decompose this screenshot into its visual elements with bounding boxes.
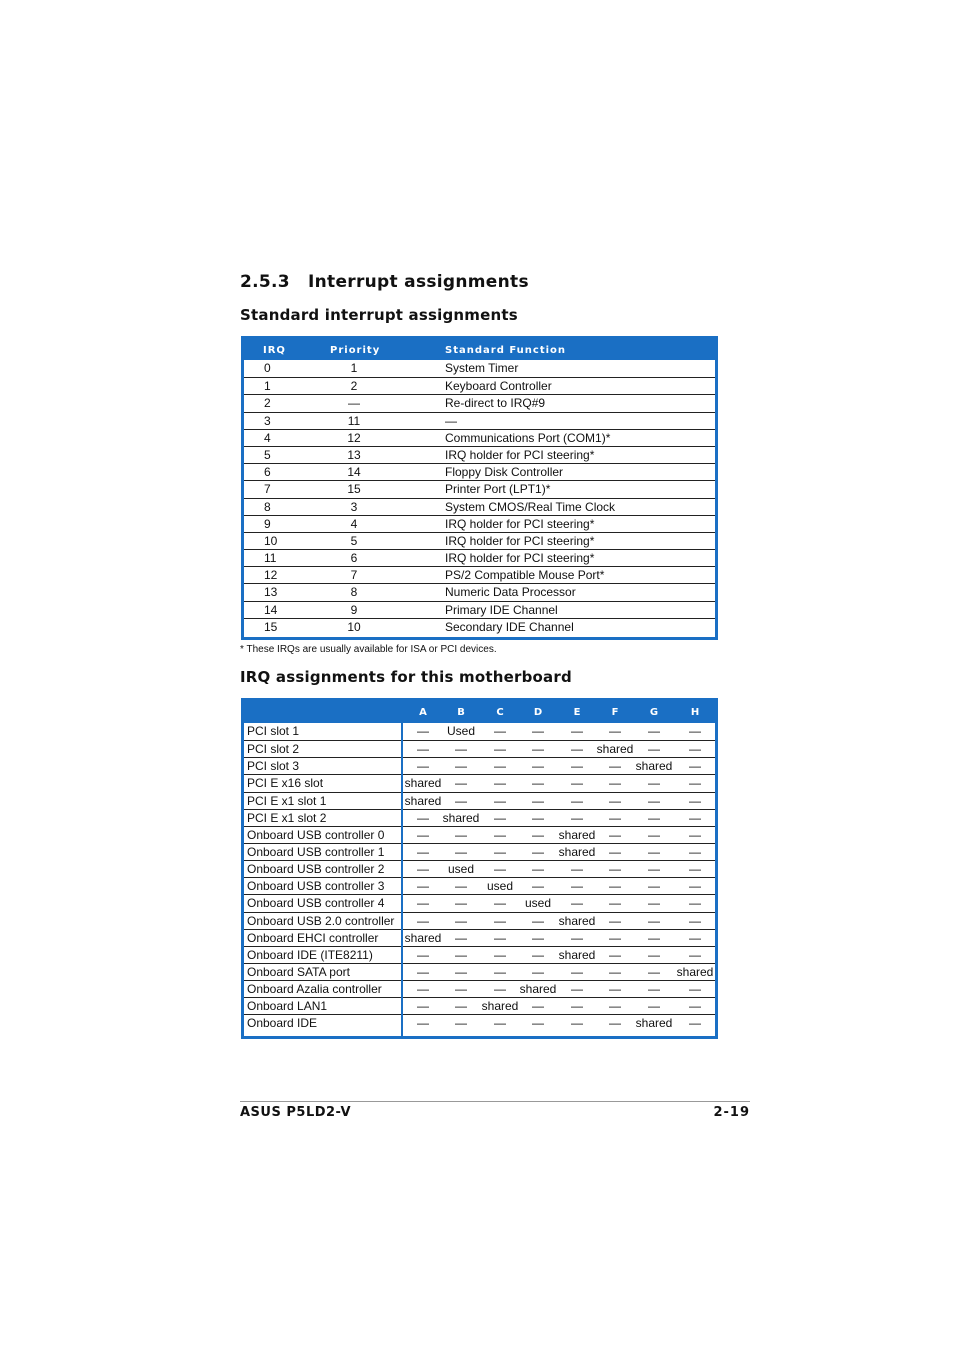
- table-row: [244, 532, 715, 549]
- device-cell: PCI slot 3: [247, 759, 300, 774]
- column-divider: [401, 723, 403, 1036]
- table-row: [244, 723, 715, 740]
- irq-line-cell: —: [494, 776, 506, 791]
- irq-line-cell: —: [455, 930, 467, 945]
- device-cell: Onboard IDE: [247, 1016, 318, 1031]
- irq-line-cell: —: [609, 982, 621, 997]
- irq-line-cell: —: [689, 844, 701, 859]
- irq-cell: 15: [264, 619, 278, 634]
- column-header-b: B: [457, 707, 465, 718]
- irq-line-cell: —: [571, 982, 583, 997]
- irq-line-cell: —: [494, 724, 506, 738]
- irq-line-cell: —: [648, 896, 660, 911]
- irq-line-cell: —: [417, 1016, 429, 1031]
- table-row: [244, 394, 715, 411]
- column-header-e: E: [573, 707, 581, 718]
- irq-line-cell: —: [648, 982, 660, 997]
- irq-line-cell: —: [532, 999, 544, 1014]
- device-cell: Onboard USB controller 0: [247, 827, 385, 842]
- column-header-c: C: [496, 707, 504, 718]
- device-cell: Onboard USB 2.0 controller: [247, 913, 395, 928]
- function-cell: Communications Port (COM1)*: [445, 430, 611, 445]
- standard-interrupt-table: [241, 336, 718, 640]
- table-row: [244, 1014, 715, 1031]
- device-cell: Onboard USB controller 2: [247, 862, 385, 877]
- irq-line-cell: —: [689, 827, 701, 842]
- device-cell: Onboard USB controller 3: [247, 879, 385, 894]
- irq-cell: 3: [264, 413, 271, 428]
- irq-line-cell: —: [571, 759, 583, 774]
- irq-line-cell: —: [494, 1016, 506, 1031]
- table-row: [244, 740, 715, 757]
- irq-line-cell: shared: [404, 776, 442, 791]
- irq-line-cell: —: [455, 844, 467, 859]
- irq-line-cell: —: [417, 827, 429, 842]
- footer-product: ASUS P5LD2-V: [240, 1105, 352, 1120]
- irq-line-cell: —: [689, 879, 701, 894]
- irq-line-cell: —: [532, 827, 544, 842]
- irq-line-cell: —: [494, 964, 506, 979]
- irq-line-cell: —: [648, 879, 660, 894]
- priority-cell: 6: [350, 551, 358, 566]
- motherboard-irq-table: [241, 698, 718, 1039]
- irq-line-cell: —: [689, 999, 701, 1014]
- irq-line-cell: —: [417, 964, 429, 979]
- table-row: [244, 757, 715, 774]
- irq-line-cell: used: [447, 862, 475, 877]
- irq-line-cell: —: [609, 896, 621, 911]
- motherboard-irq-heading: IRQ assignments for this motherboard: [240, 668, 572, 686]
- irq-line-cell: —: [532, 724, 544, 738]
- table-row: [244, 412, 715, 429]
- irq-line-cell: —: [689, 724, 701, 738]
- table-row: [244, 601, 715, 618]
- function-cell: Floppy Disk Controller: [445, 465, 564, 480]
- irq-line-cell: —: [689, 1016, 701, 1031]
- irq-line-cell: Used: [446, 724, 475, 738]
- irq-line-cell: —: [609, 827, 621, 842]
- irq-line-cell: —: [417, 879, 429, 894]
- irq-line-cell: —: [689, 776, 701, 791]
- footer-rule: [240, 1101, 750, 1102]
- irq-line-cell: —: [417, 913, 429, 928]
- irq-line-cell: —: [417, 999, 429, 1014]
- device-cell: Onboard Azalia controller: [247, 982, 382, 997]
- table-header: [244, 701, 715, 723]
- irq-line-cell: shared: [481, 999, 519, 1014]
- irq-line-cell: —: [571, 793, 583, 808]
- device-cell: PCI E x1 slot 2: [247, 810, 327, 825]
- device-cell: Onboard IDE (ITE8211): [247, 947, 373, 962]
- footnote: * These IRQs are usually available for ISA or PCI devices.: [240, 644, 497, 655]
- priority-cell: 14: [347, 465, 361, 480]
- table-row: [244, 929, 715, 946]
- irq-cell: 6: [264, 465, 271, 480]
- irq-line-cell: —: [417, 759, 429, 774]
- irq-line-cell: —: [648, 810, 660, 825]
- irq-line-cell: —: [689, 913, 701, 928]
- irq-line-cell: —: [571, 1016, 583, 1031]
- column-header-h: H: [690, 707, 700, 718]
- priority-cell: 4: [350, 516, 358, 531]
- section-heading: [240, 272, 529, 292]
- irq-line-cell: —: [455, 827, 467, 842]
- device-cell: PCI E x1 slot 1: [247, 793, 327, 808]
- irq-line-cell: used: [524, 896, 552, 911]
- device-cell: Onboard USB controller 1: [247, 844, 385, 859]
- irq-line-cell: —: [689, 982, 701, 997]
- irq-line-cell: shared: [635, 1016, 673, 1031]
- irq-line-cell: —: [689, 759, 701, 774]
- irq-line-cell: —: [648, 724, 660, 738]
- table-row: [244, 894, 715, 911]
- irq-line-cell: —: [494, 896, 506, 911]
- irq-line-cell: —: [532, 793, 544, 808]
- function-cell: System Timer: [445, 361, 519, 375]
- section-title: Interrupt assignments: [308, 272, 529, 292]
- irq-cell: 14: [264, 602, 278, 617]
- table-row: [244, 360, 715, 377]
- irq-line-cell: —: [455, 982, 467, 997]
- irq-line-cell: —: [455, 947, 467, 962]
- table-row: [244, 480, 715, 497]
- irq-line-cell: —: [532, 879, 544, 894]
- function-cell: IRQ holder for PCI steering*: [445, 533, 595, 548]
- irq-line-cell: —: [571, 930, 583, 945]
- irq-line-cell: shared: [442, 810, 480, 825]
- table-header: [244, 339, 715, 360]
- table-row: [244, 566, 715, 583]
- irq-line-cell: —: [689, 793, 701, 808]
- table-row: [244, 826, 715, 843]
- irq-line-cell: —: [417, 742, 429, 757]
- irq-cell: 11: [264, 551, 277, 566]
- table-row: [244, 946, 715, 963]
- priority-cell: 2: [350, 379, 358, 394]
- irq-line-cell: —: [494, 759, 506, 774]
- irq-line-cell: —: [417, 862, 429, 877]
- table-row: [244, 377, 715, 394]
- irq-line-cell: —: [494, 810, 506, 825]
- irq-line-cell: —: [609, 1016, 621, 1031]
- irq-line-cell: —: [532, 964, 544, 979]
- irq-line-cell: —: [571, 964, 583, 979]
- function-cell: IRQ holder for PCI steering*: [445, 516, 595, 531]
- irq-line-cell: —: [571, 999, 583, 1014]
- column-header-d: D: [533, 707, 543, 718]
- irq-cell: 4: [264, 430, 271, 445]
- table-row: [244, 980, 715, 997]
- irq-line-cell: —: [494, 913, 506, 928]
- irq-line-cell: used: [486, 879, 514, 894]
- irq-line-cell: —: [648, 862, 660, 877]
- irq-line-cell: —: [532, 947, 544, 962]
- priority-cell: 5: [350, 533, 358, 548]
- irq-cell: 7: [264, 482, 271, 497]
- irq-line-cell: —: [417, 810, 429, 825]
- irq-line-cell: —: [494, 930, 506, 945]
- table-row: [244, 860, 715, 877]
- irq-line-cell: —: [532, 759, 544, 774]
- table-row: [244, 912, 715, 929]
- irq-line-cell: —: [455, 759, 467, 774]
- column-header-irq: IRQ: [263, 345, 286, 356]
- irq-line-cell: —: [494, 827, 506, 842]
- irq-line-cell: —: [455, 896, 467, 911]
- function-cell: Keyboard Controller: [445, 379, 552, 394]
- priority-cell: 13: [347, 447, 361, 462]
- irq-line-cell: —: [571, 879, 583, 894]
- priority-cell: 3: [350, 499, 358, 514]
- irq-line-cell: shared: [676, 964, 714, 979]
- irq-line-cell: —: [494, 844, 506, 859]
- table-row: [244, 792, 715, 809]
- device-cell: Onboard SATA port: [247, 964, 350, 979]
- irq-line-cell: —: [455, 879, 467, 894]
- priority-cell: 15: [347, 482, 361, 497]
- table-row: [244, 583, 715, 600]
- irq-line-cell: —: [648, 964, 660, 979]
- irq-line-cell: —: [689, 742, 701, 757]
- priority-cell: 10: [347, 619, 361, 634]
- irq-line-cell: —: [648, 742, 660, 757]
- irq-line-cell: —: [455, 793, 467, 808]
- irq-line-cell: shared: [519, 982, 557, 997]
- irq-line-cell: shared: [558, 827, 596, 842]
- irq-line-cell: —: [609, 844, 621, 859]
- irq-line-cell: —: [648, 827, 660, 842]
- table-row: [244, 429, 715, 446]
- table-row: [244, 843, 715, 860]
- irq-line-cell: —: [532, 742, 544, 757]
- irq-line-cell: —: [417, 844, 429, 859]
- irq-line-cell: —: [648, 930, 660, 945]
- column-header-f: F: [611, 707, 619, 718]
- irq-line-cell: —: [689, 930, 701, 945]
- irq-line-cell: —: [494, 982, 506, 997]
- irq-line-cell: —: [609, 724, 621, 738]
- irq-line-cell: —: [455, 776, 467, 791]
- irq-line-cell: shared: [558, 844, 596, 859]
- table-row: [244, 618, 715, 635]
- irq-cell: 0: [264, 361, 271, 375]
- priority-cell: 1: [350, 361, 358, 375]
- irq-line-cell: —: [609, 810, 621, 825]
- table-row: [244, 809, 715, 826]
- column-header-g: G: [649, 707, 659, 718]
- irq-cell: 9: [264, 516, 271, 531]
- irq-line-cell: shared: [635, 759, 673, 774]
- irq-cell: 12: [264, 568, 278, 583]
- irq-line-cell: —: [532, 844, 544, 859]
- device-cell: Onboard USB controller 4: [247, 896, 385, 911]
- priority-cell: 9: [350, 602, 358, 617]
- priority-cell: 8: [350, 585, 358, 600]
- irq-line-cell: —: [609, 879, 621, 894]
- irq-line-cell: —: [532, 930, 544, 945]
- irq-line-cell: shared: [596, 742, 634, 757]
- column-header-function: Standard Function: [445, 345, 567, 356]
- table-row: [244, 877, 715, 894]
- irq-line-cell: —: [532, 776, 544, 791]
- irq-line-cell: —: [532, 1016, 544, 1031]
- irq-line-cell: —: [532, 913, 544, 928]
- irq-line-cell: —: [689, 862, 701, 877]
- irq-line-cell: —: [609, 862, 621, 877]
- table-row: [244, 498, 715, 515]
- irq-line-cell: —: [648, 999, 660, 1014]
- table-row: [244, 463, 715, 480]
- column-header-a: A: [419, 707, 427, 718]
- irq-line-cell: —: [609, 776, 621, 791]
- function-cell: IRQ holder for PCI steering*: [445, 551, 595, 566]
- irq-cell: 2: [264, 396, 271, 411]
- irq-line-cell: —: [571, 724, 583, 738]
- irq-line-cell: —: [609, 999, 621, 1014]
- irq-line-cell: —: [609, 947, 621, 962]
- irq-line-cell: shared: [558, 913, 596, 928]
- table-row: [244, 549, 715, 566]
- footer-page-number: 2-19: [713, 1105, 750, 1120]
- irq-line-cell: —: [494, 947, 506, 962]
- irq-line-cell: shared: [404, 793, 442, 808]
- device-cell: PCI slot 2: [247, 742, 300, 757]
- irq-line-cell: —: [532, 862, 544, 877]
- irq-line-cell: shared: [558, 947, 596, 962]
- irq-line-cell: —: [455, 999, 467, 1014]
- irq-line-cell: —: [494, 862, 506, 877]
- irq-line-cell: —: [455, 742, 467, 757]
- irq-cell: 10: [264, 533, 278, 548]
- irq-line-cell: —: [571, 810, 583, 825]
- irq-line-cell: —: [571, 742, 583, 757]
- irq-line-cell: —: [417, 896, 429, 911]
- irq-line-cell: —: [609, 793, 621, 808]
- irq-line-cell: —: [417, 947, 429, 962]
- function-cell: Secondary IDE Channel: [445, 619, 574, 634]
- irq-line-cell: —: [571, 896, 583, 911]
- irq-cell: 1: [264, 379, 271, 394]
- irq-line-cell: —: [417, 982, 429, 997]
- function-cell: PS/2 Compatible Mouse Port*: [445, 568, 605, 583]
- irq-line-cell: —: [571, 776, 583, 791]
- table-row: [244, 774, 715, 791]
- irq-line-cell: —: [609, 930, 621, 945]
- irq-line-cell: —: [648, 793, 660, 808]
- irq-line-cell: —: [455, 913, 467, 928]
- function-cell: System CMOS/Real Time Clock: [445, 499, 616, 514]
- irq-line-cell: —: [609, 913, 621, 928]
- table-row: [244, 997, 715, 1014]
- section-number: 2.5.3: [240, 272, 290, 292]
- table-row: [244, 515, 715, 532]
- function-cell: Printer Port (LPT1)*: [445, 482, 551, 497]
- table-row: [244, 446, 715, 463]
- irq-line-cell: —: [648, 913, 660, 928]
- irq-line-cell: —: [494, 793, 506, 808]
- priority-cell: 12: [347, 430, 361, 445]
- irq-line-cell: —: [455, 1016, 467, 1031]
- irq-line-cell: —: [532, 810, 544, 825]
- device-cell: PCI slot 1: [247, 724, 300, 738]
- irq-line-cell: —: [689, 947, 701, 962]
- irq-line-cell: —: [455, 964, 467, 979]
- priority-cell: 11: [347, 413, 361, 428]
- irq-line-cell: —: [417, 724, 429, 738]
- table-row: [244, 963, 715, 980]
- function-cell: Primary IDE Channel: [445, 602, 558, 617]
- irq-line-cell: —: [609, 964, 621, 979]
- irq-line-cell: —: [689, 810, 701, 825]
- irq-line-cell: shared: [404, 930, 442, 945]
- device-cell: Onboard EHCI controller: [247, 930, 379, 945]
- irq-cell: 13: [264, 585, 278, 600]
- irq-line-cell: —: [689, 896, 701, 911]
- irq-line-cell: —: [494, 742, 506, 757]
- standard-interrupt-heading: Standard interrupt assignments: [240, 306, 518, 324]
- priority-cell: —: [348, 396, 360, 411]
- function-cell: Re-direct to IRQ#9: [445, 396, 546, 411]
- function-cell: IRQ holder for PCI steering*: [445, 447, 595, 462]
- device-cell: PCI E x16 slot: [247, 776, 324, 791]
- irq-cell: 8: [264, 499, 271, 514]
- irq-line-cell: —: [648, 776, 660, 791]
- irq-line-cell: —: [609, 759, 621, 774]
- column-header-priority: Priority: [330, 345, 381, 356]
- irq-line-cell: —: [648, 844, 660, 859]
- priority-cell: 7: [350, 568, 358, 583]
- irq-cell: 5: [264, 447, 271, 462]
- function-cell: Numeric Data Processor: [445, 585, 576, 600]
- irq-line-cell: —: [648, 947, 660, 962]
- function-cell: —: [445, 413, 457, 428]
- device-cell: Onboard LAN1: [247, 999, 328, 1014]
- irq-line-cell: —: [571, 862, 583, 877]
